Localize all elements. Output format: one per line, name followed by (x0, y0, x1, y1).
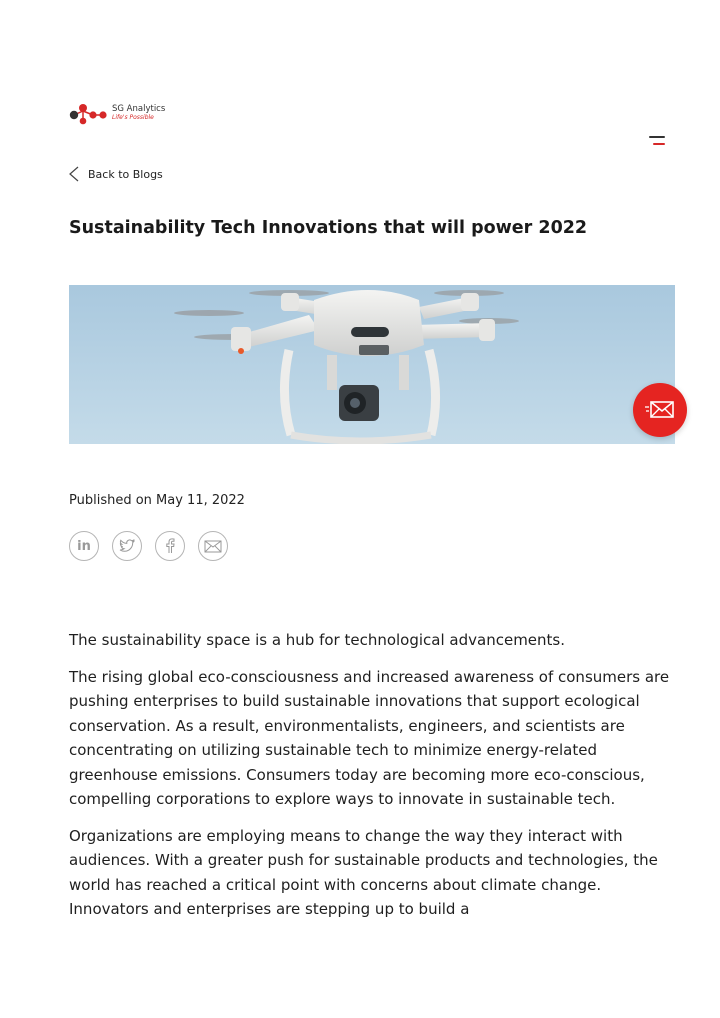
facebook-icon (165, 538, 175, 554)
brand-logo[interactable] (69, 101, 179, 127)
share-twitter-button[interactable] (112, 531, 142, 561)
article-paragraph: The rising global eco-consciousness and increased awareness of consumers are pushing enterprises to build sustainable innovations that support ecological conservation. As a result, environmentalists, engineers, and scientists are concentrating on utilizing sustainable tech to minimize energy-related greenhouse emissions. Consumers today are becoming more eco-conscious, compelling corporations to explore ways to innovate in sustainable tech. (69, 667, 670, 808)
brand-name: SG Analytics (112, 104, 166, 114)
share-linkedin-button[interactable] (69, 531, 99, 561)
linkedin-icon: in (77, 538, 91, 554)
hero-image (69, 285, 675, 444)
article-paragraph: The sustainability space is a hub for technological advancements. (69, 631, 566, 649)
chevron-left-icon (68, 166, 80, 182)
email-icon (204, 540, 222, 553)
article-body (69, 628, 679, 934)
logo-mark-icon (69, 101, 111, 127)
share-buttons (69, 531, 241, 561)
brand-tagline: Life's Possible (112, 114, 154, 121)
published-date: Published on May 11, 2022 (69, 493, 245, 508)
share-facebook-button[interactable] (155, 531, 185, 561)
envelope-icon (645, 400, 675, 420)
back-to-blogs-link[interactable] (68, 166, 163, 182)
menu-line-accent (653, 143, 665, 145)
twitter-icon (119, 539, 135, 553)
subscribe-mail-button[interactable] (633, 383, 687, 437)
menu-line (649, 136, 665, 138)
article-title: Sustainability Tech Innovations that will power 2022 (69, 218, 588, 238)
back-link-label: Back to Blogs (88, 167, 163, 181)
share-email-button[interactable] (198, 531, 228, 561)
menu-button[interactable] (647, 134, 667, 148)
article-paragraph: Organizations are employing means to change the way they interact with audiences. With a greater push for sustainable products and technologies, the world has reached a critical point with concerns about climate change. Innovators and enterprises are stepping up to build a (69, 826, 658, 918)
drone-photo (69, 285, 675, 444)
